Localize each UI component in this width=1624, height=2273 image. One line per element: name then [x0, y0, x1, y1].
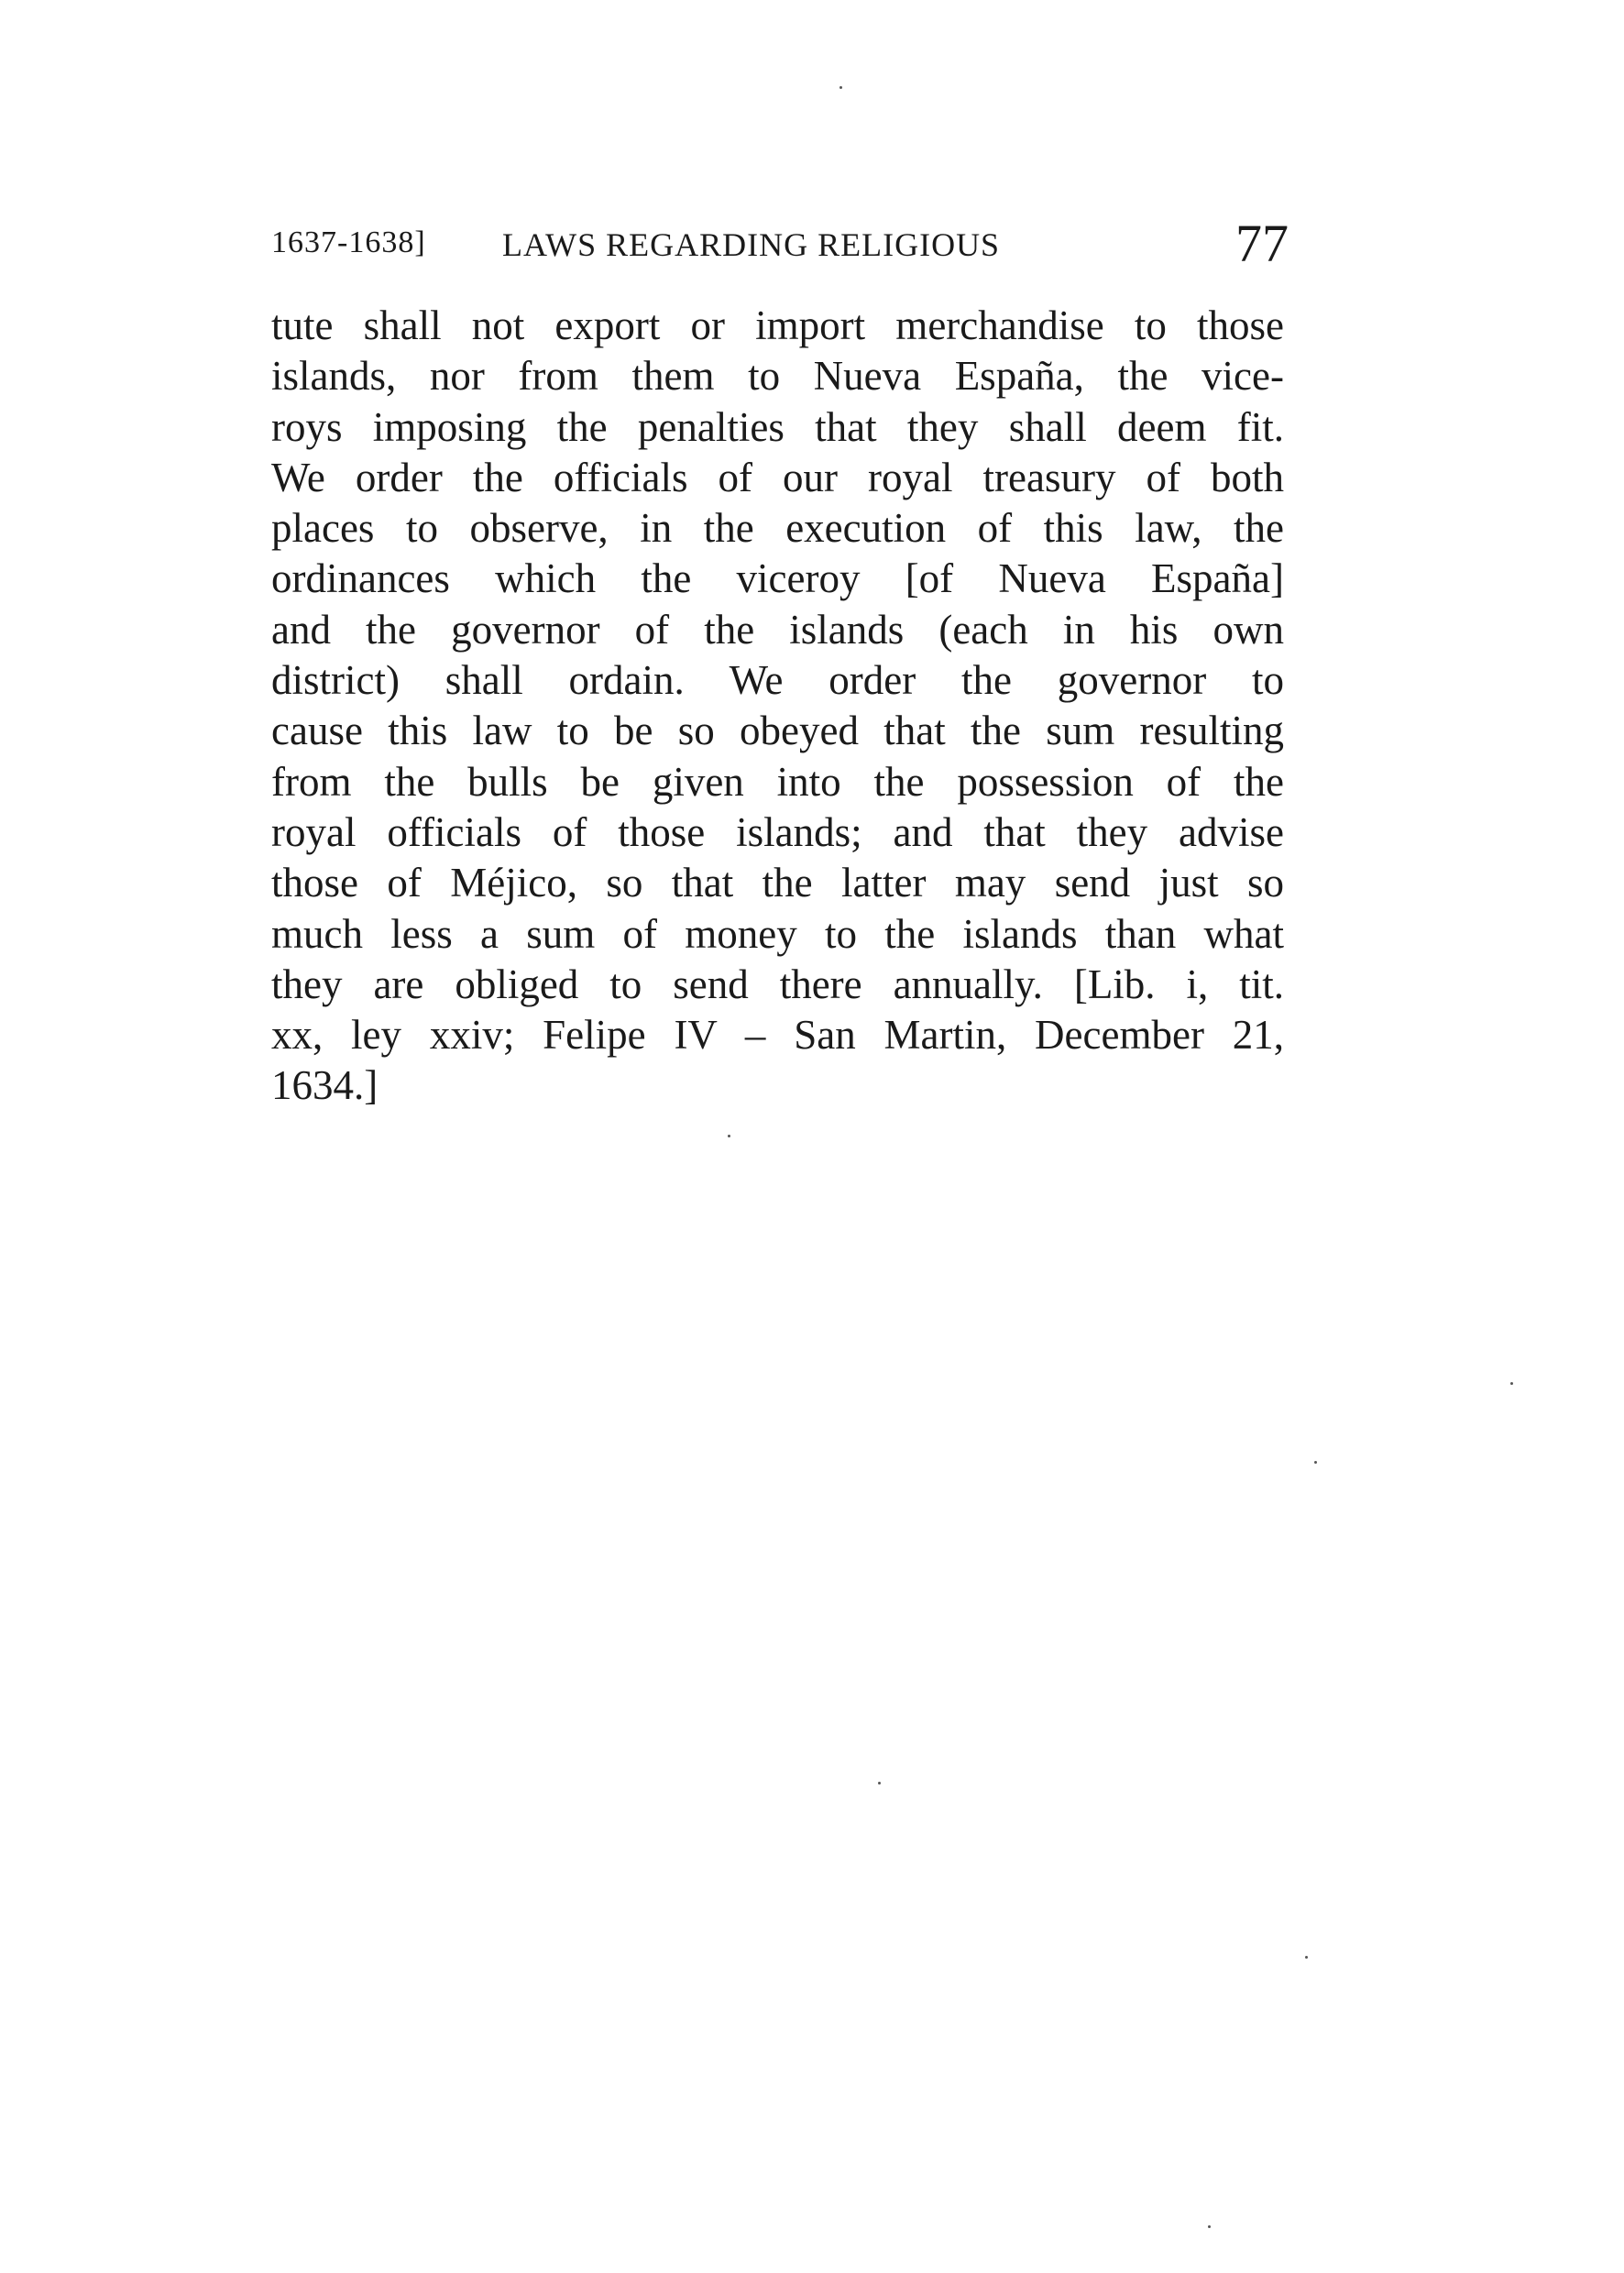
- text-line: We order the officials of our royal treasury of both: [271, 454, 1284, 500]
- text-line: cause this law to be so obeyed that the sum resulting: [271, 708, 1284, 754]
- text-line: roys imposing the penalties that they shall deem fit.: [271, 403, 1284, 450]
- running-head: [271, 213, 1289, 277]
- running-head-years: 1637-1638]: [271, 225, 426, 259]
- body-paragraph: [271, 301, 1284, 1112]
- scan-speck: [1208, 2225, 1211, 2228]
- text-line: ordinances which the viceroy [of Nueva España]: [271, 555, 1284, 602]
- text-line: royal officials of those islands; and that they advise: [271, 808, 1284, 855]
- running-head-title: LAWS REGARDING RELIGIOUS: [502, 226, 1001, 263]
- scan-speck: [839, 86, 842, 89]
- scan-speck: [878, 1782, 881, 1784]
- text-line: xx, ley xxiv; Felipe IV – San Martin, December 21,: [271, 1012, 1284, 1059]
- text-line: much less a sum of money to the islands than what: [271, 910, 1284, 957]
- text-line: they are obliged to send there annually. [Lib. i, tit.: [271, 961, 1284, 1007]
- text-line: islands, nor from them to Nueva España, the vice-: [271, 353, 1284, 400]
- text-line-last: 1634.]: [271, 1062, 379, 1109]
- text-line: district) shall ordain. We order the governor to: [271, 657, 1284, 704]
- scan-speck: [1314, 1461, 1317, 1464]
- scan-speck: [728, 1135, 730, 1137]
- scan-speck: [1305, 1956, 1308, 1959]
- page-number: 77: [1235, 214, 1289, 273]
- text-line: those of Méjico, so that the latter may send just so: [271, 860, 1284, 906]
- text-line: places to observe, in the execution of this law, the: [271, 505, 1284, 552]
- scan-speck: [1510, 1382, 1513, 1385]
- text-line: and the governor of the islands (each in his own: [271, 606, 1284, 653]
- text-line: from the bulls be given into the possession of the: [271, 758, 1284, 805]
- text-line: tute shall not export or import merchandise to those: [271, 302, 1284, 348]
